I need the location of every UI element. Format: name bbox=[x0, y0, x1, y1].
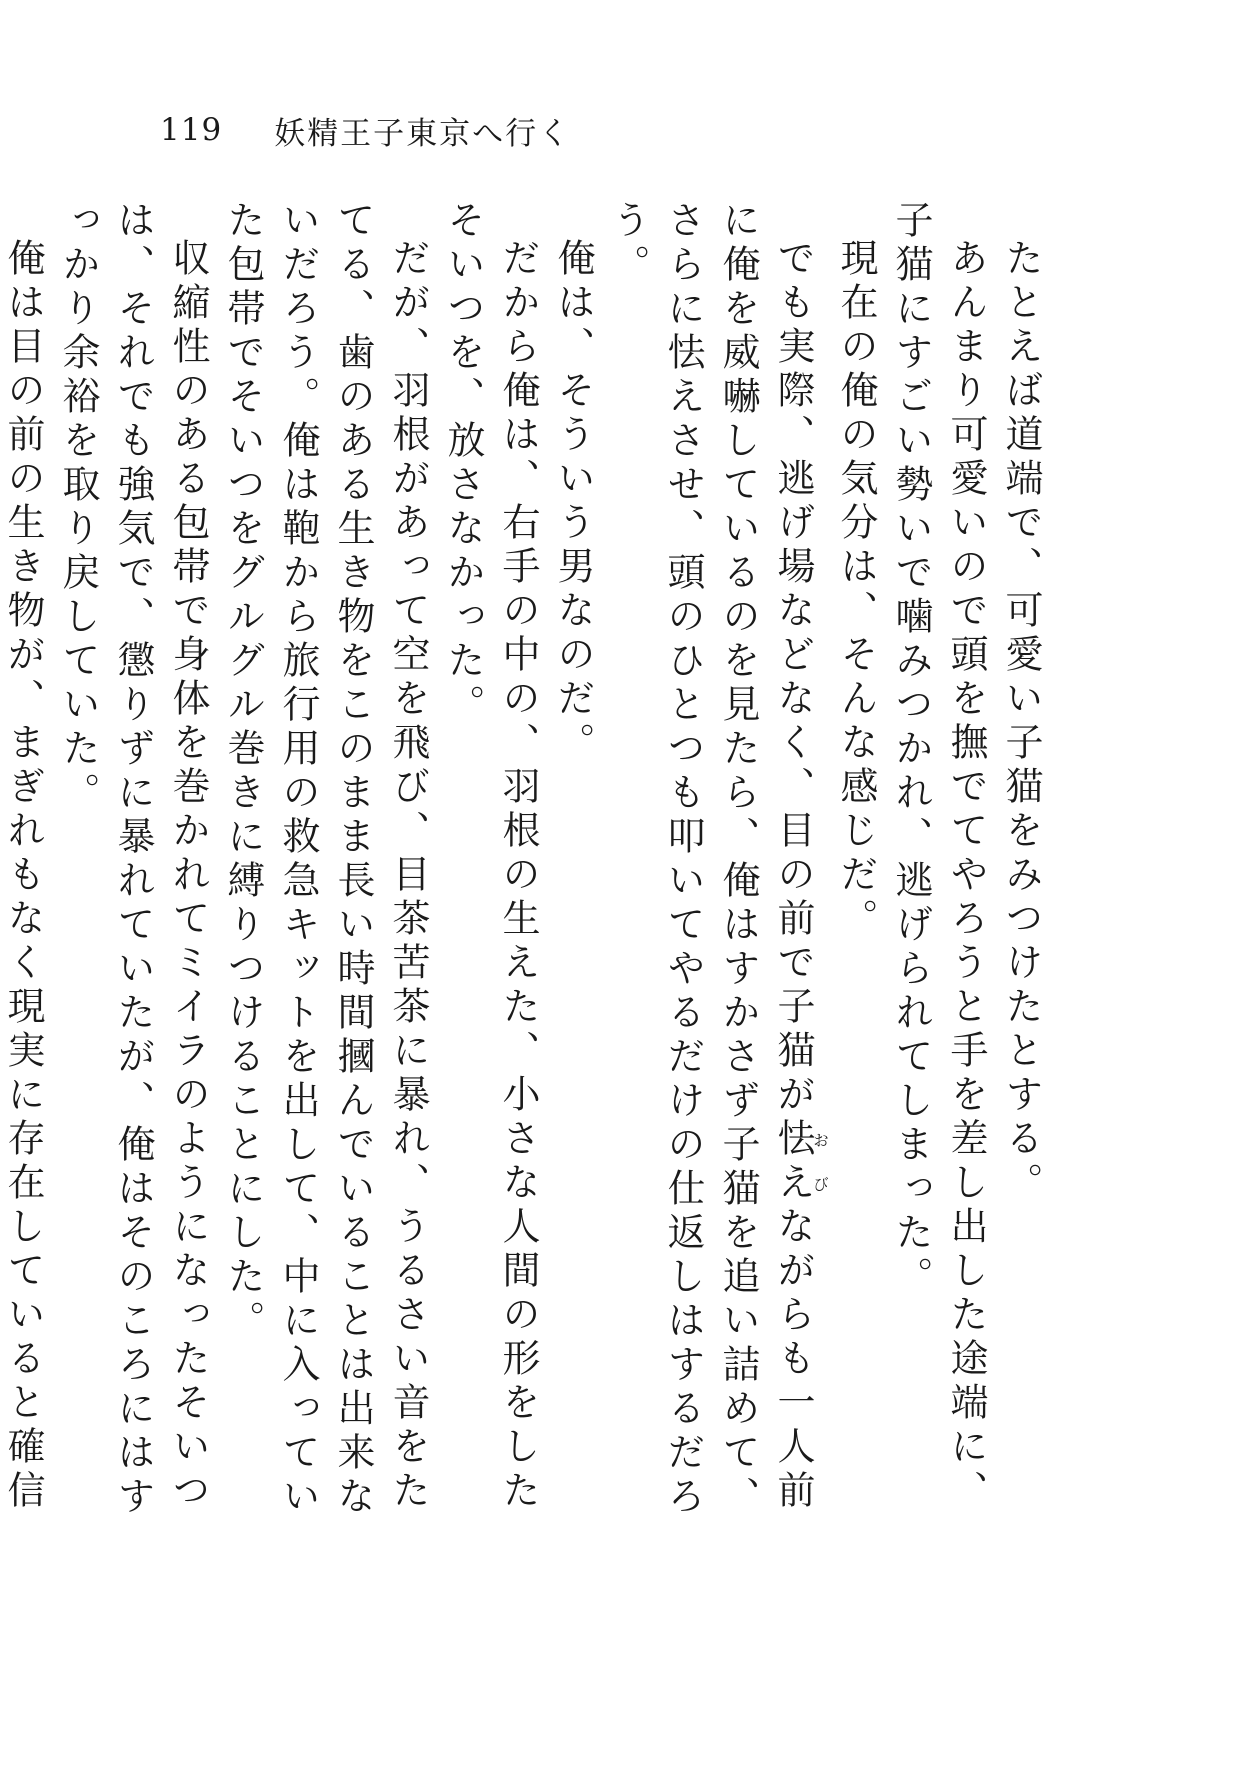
paragraph-8: 収縮性のある包帯で身体を巻かれてミイラのようになったそいつは、それでも強気で、懲りずに暴れていたが、俺はそのころにはすっかり余裕を取り戻していた。 bbox=[56, 200, 210, 1520]
paragraph-2: あんまり可愛いので頭を撫でてやろうと手を差し出した途端に、子猫にすごい勢いで噛みつかれ、逃げられてしまった。 bbox=[889, 200, 988, 1514]
ruby-base: 怯え bbox=[771, 1118, 815, 1206]
running-title: 妖精王子東京へ行く bbox=[274, 115, 572, 152]
paragraph-6: だから俺は、右手の中の、羽根の生えた、小さな人間の形をしたそいつを、放さなかった。 bbox=[441, 200, 540, 1514]
paragraph-1: たとえば道端で、可愛い子猫をみつけたとする。 bbox=[999, 238, 1043, 1206]
paragraph-3: 現在の俺の気分は、そんな感じだ。 bbox=[834, 238, 878, 942]
paragraph-4 bbox=[600, 200, 828, 1520]
page-number: 119 bbox=[160, 112, 223, 148]
paragraph-5: 俺は、そういう男なのだ。 bbox=[551, 238, 595, 766]
paragraph-7: だが、羽根があって空を飛び、目茶苦茶に暴れ、うるさい音をたてる、歯のある生き物をこのまま長い時間摑んでいることは出来ないだろう。俺は鞄から旅行用の救急キットを出して、中に入っていた包帯でそいつをグルグル巻きに縛りつけることにした。 bbox=[221, 200, 430, 1520]
paragraph-9: 俺は目の前の生き物が、まぎれもなく現実に存在していると確信 bbox=[1, 238, 45, 1514]
paragraph-4-start: でも実際、逃げ場などなく、目の前で子猫が bbox=[771, 238, 815, 1118]
ruby-reading: おび bbox=[810, 1118, 830, 1206]
ruby-obie bbox=[771, 1118, 830, 1206]
body-text bbox=[1, 200, 1048, 1520]
page-header bbox=[160, 110, 571, 150]
paragraph-4-end: ながらも一人前に俺を威嚇しているのを見たら、俺はすかさず子猫を追い詰めて、さらに怯えさせ、頭のひとつも叩いてやるだけの仕返しはするだろう。 bbox=[606, 200, 815, 1520]
